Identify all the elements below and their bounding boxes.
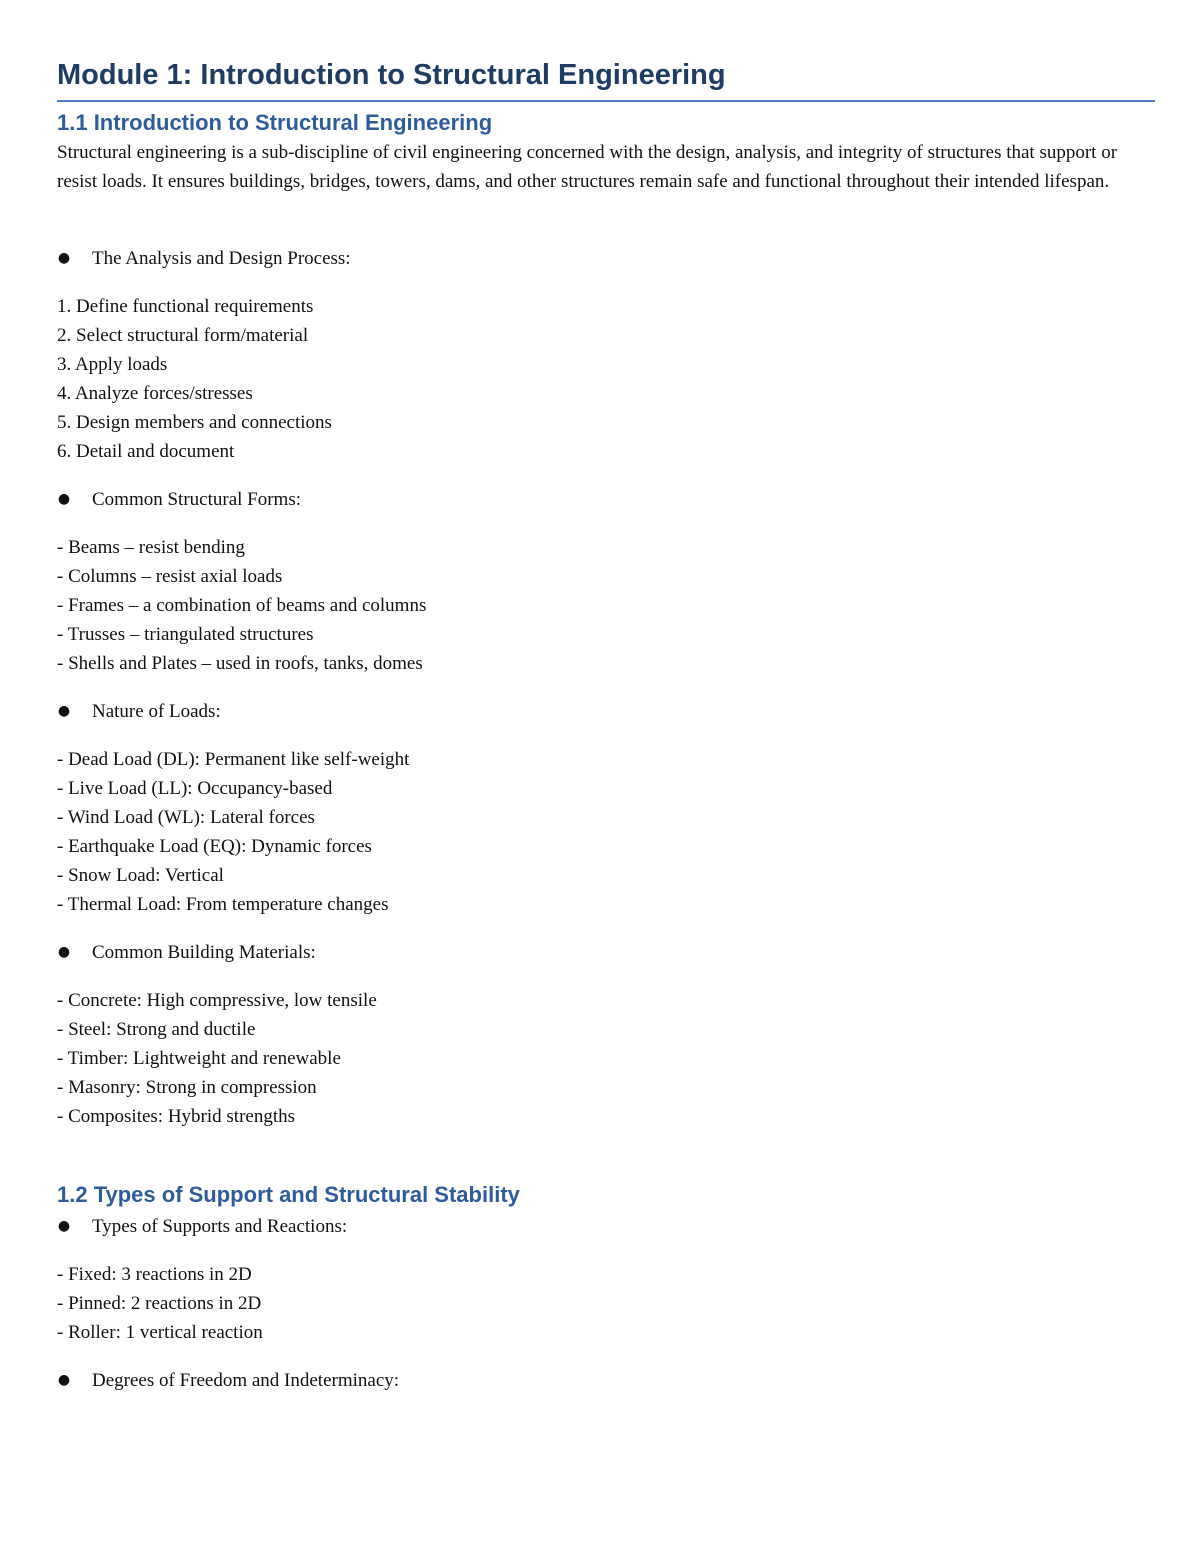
list-item: - Pinned: 2 reactions in 2D <box>57 1293 262 1314</box>
section-heading: 1.1 Introduction to Structural Engineering <box>57 110 493 135</box>
bullet-label: The Analysis and Design Process: <box>92 248 351 269</box>
bullet-label: Nature of Loads: <box>92 701 221 722</box>
list-item: 2. Select structural form/material <box>57 325 309 346</box>
bullet-dof <box>57 1366 1155 1395</box>
materials-list <box>57 986 1155 1131</box>
bullet-label: Types of Supports and Reactions: <box>92 1216 348 1237</box>
list-item: 5. Design members and connections <box>57 412 332 433</box>
list-item: - Frames – a combination of beams and columns <box>57 595 427 616</box>
list-item: - Dead Load (DL): Permanent like self-weight <box>57 749 410 770</box>
bullet-forms <box>57 485 1155 514</box>
document-page <box>57 56 1155 1395</box>
bullet-supports <box>57 1212 1155 1241</box>
list-item: - Composites: Hybrid strengths <box>57 1106 296 1127</box>
bullet-icon: ● <box>57 1218 71 1234</box>
list-item: 6. Detail and document <box>57 441 235 462</box>
list-item: 1. Define functional requirements <box>57 296 314 317</box>
list-item: - Fixed: 3 reactions in 2D <box>57 1264 252 1285</box>
list-item: - Trusses – triangulated structures <box>57 624 314 645</box>
bullet-loads <box>57 697 1155 726</box>
list-item: - Roller: 1 vertical reaction <box>57 1322 263 1343</box>
loads-list <box>57 745 1155 919</box>
section-heading: 1.2 Types of Support and Structural Stability <box>57 1182 520 1207</box>
bullet-materials <box>57 938 1155 967</box>
bullet-icon: ● <box>57 703 71 719</box>
bullet-label: Degrees of Freedom and Indeterminacy: <box>92 1370 400 1391</box>
list-item: 3. Apply loads <box>57 354 168 375</box>
list-item: - Beams – resist bending <box>57 537 245 558</box>
list-item: - Steel: Strong and ductile <box>57 1019 256 1040</box>
process-list <box>57 292 1155 466</box>
list-item: - Snow Load: Vertical <box>57 865 224 886</box>
list-item: - Live Load (LL): Occupancy-based <box>57 778 333 799</box>
list-item: - Earthquake Load (EQ): Dynamic forces <box>57 836 372 857</box>
bullet-icon: ● <box>57 944 71 960</box>
bullet-label: Common Building Materials: <box>92 942 316 963</box>
forms-list <box>57 533 1155 678</box>
intro-paragraph: Structural engineering is a sub-discipline of civil engineering concerned with the design, analysis, and integrity of structures that support or resist loads. It ensures buildings, bridges, towers, dams, and other structures remain safe and functional throughout their intended lifespan. <box>57 142 1118 192</box>
list-item: - Masonry: Strong in compression <box>57 1077 317 1098</box>
bullet-label: Common Structural Forms: <box>92 489 301 510</box>
list-item: - Concrete: High compressive, low tensile <box>57 990 377 1011</box>
bullet-icon: ● <box>57 1372 71 1388</box>
bullet-icon: ● <box>57 250 71 266</box>
list-item: - Columns – resist axial loads <box>57 566 283 587</box>
list-item: 4. Analyze forces/stresses <box>57 383 253 404</box>
list-item: - Wind Load (WL): Lateral forces <box>57 807 315 828</box>
supports-list <box>57 1260 1155 1347</box>
page-title: Module 1: Introduction to Structural Engineering <box>57 56 1155 102</box>
list-item: - Thermal Load: From temperature changes <box>57 894 389 915</box>
list-item: - Shells and Plates – used in roofs, tanks, domes <box>57 653 423 674</box>
bullet-process <box>57 244 1155 273</box>
bullet-icon: ● <box>57 491 71 507</box>
list-item: - Timber: Lightweight and renewable <box>57 1048 341 1069</box>
